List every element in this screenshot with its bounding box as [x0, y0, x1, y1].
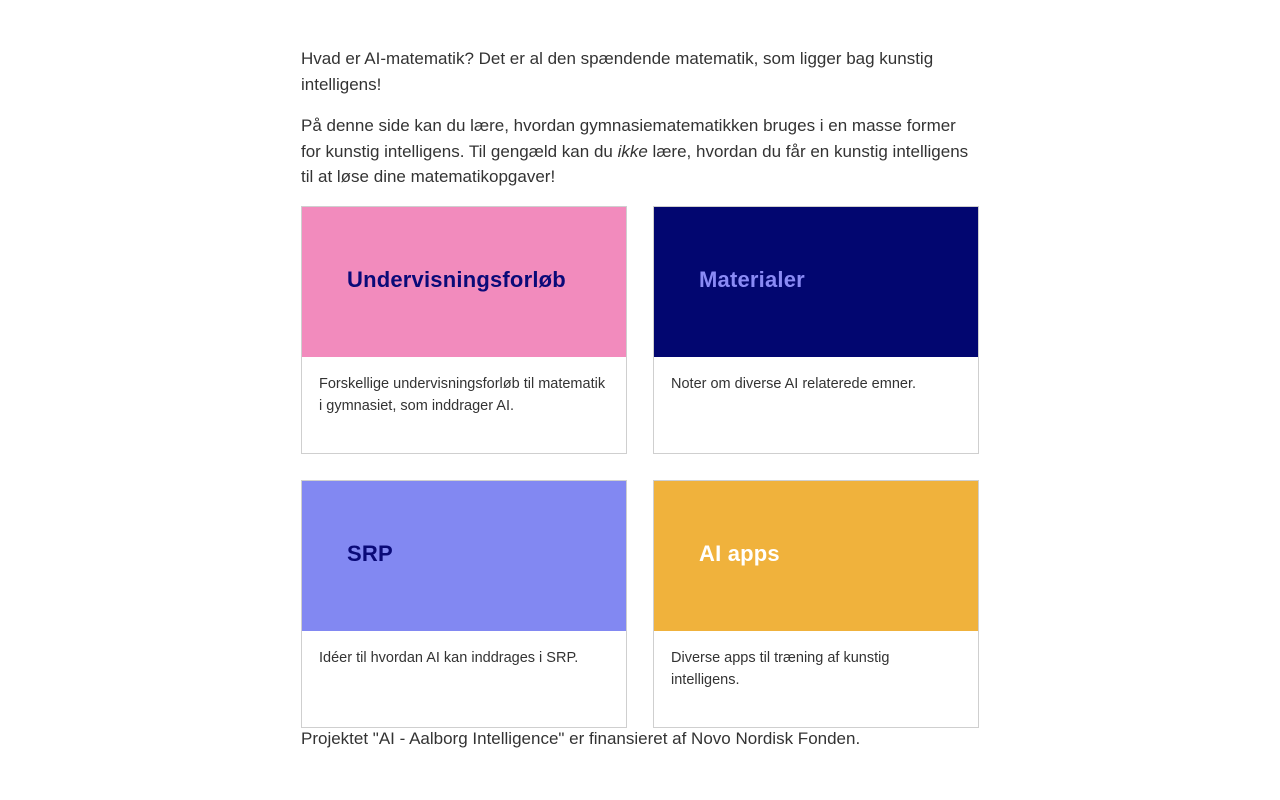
main-content: [301, 46, 979, 751]
card-undervisningsforloeb[interactable]: [301, 206, 627, 454]
card-title: Materialer: [699, 266, 805, 292]
card-banner-undervisningsforloeb[interactable]: [302, 207, 626, 357]
intro-paragraph-1: Hvad er AI-matematik? Det er al den spændende matematik, som ligger bag kunstig intelligens!: [301, 49, 934, 94]
card-materialer[interactable]: [653, 206, 979, 454]
card-banner-ai-apps[interactable]: [654, 481, 978, 631]
card-title: AI apps: [699, 540, 780, 566]
card-ai-apps[interactable]: [653, 480, 979, 728]
card-description: Forskellige undervisningsforløb til matematik i gymnasiet, som inddrager AI.: [319, 375, 606, 414]
card-srp[interactable]: [301, 480, 627, 728]
intro-paragraph-2-start: På denne side kan du lære, hvordan gymnasiematematikken bruges i en masse former for kunstig intelligens. Til gengæld kan du: [301, 116, 956, 161]
intro-section: [301, 46, 979, 190]
intro-paragraph-2: [301, 113, 979, 190]
intro-paragraph-2-end: lære, hvordan du får en kunstig intelligens til at løse dine matematikopgaver!: [301, 141, 969, 186]
card-banner-materialer[interactable]: [654, 207, 978, 357]
funding-footer: Projektet "AI - Aalborg Intelligence" er finansieret af Novo Nordisk Fonden.: [301, 728, 861, 748]
card-description: Diverse apps til træning af kunstig intelligens.: [671, 649, 890, 688]
card-grid: [301, 206, 979, 730]
card-description: Idéer til hvordan AI kan inddrages i SRP.: [319, 649, 579, 666]
card-description: Noter om diverse AI relaterede emner.: [671, 375, 917, 392]
card-title: Undervisningsforløb: [347, 266, 566, 292]
card-banner-srp[interactable]: [302, 481, 626, 631]
card-title: SRP: [347, 540, 393, 566]
intro-emphasis: ikke: [617, 141, 648, 161]
